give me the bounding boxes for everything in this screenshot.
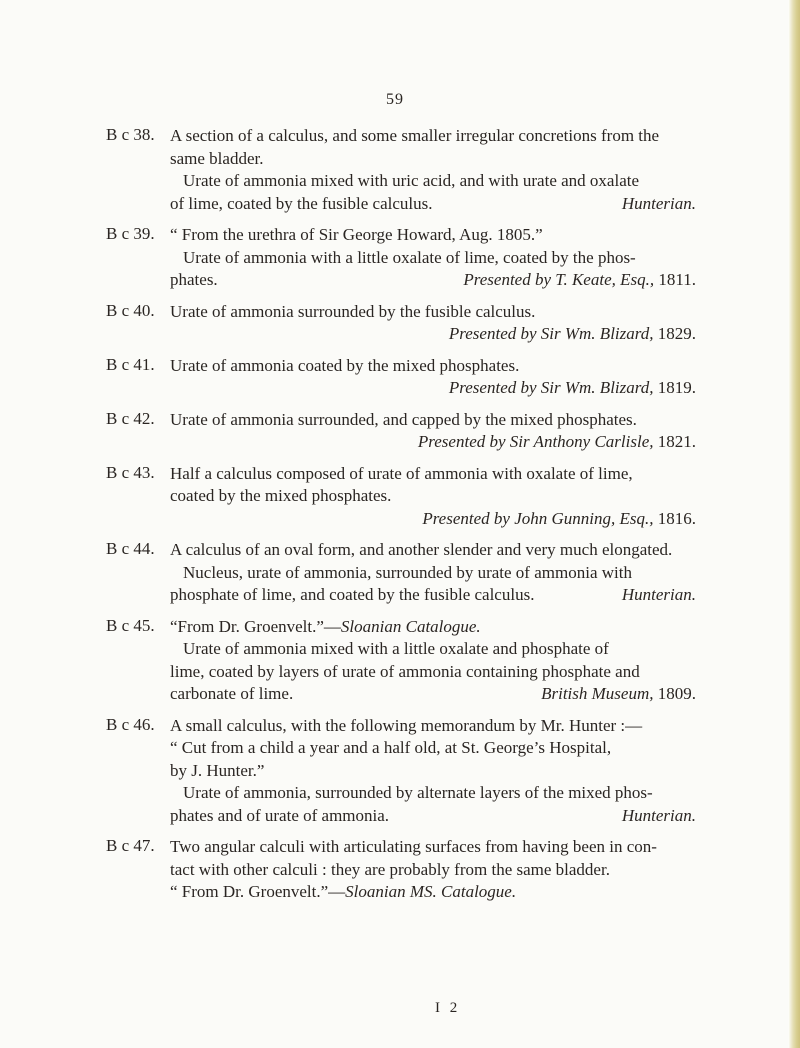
attribution: Hunterian. [621, 805, 696, 825]
entry-line: Urate of ammonia coated by the mixed phosphates. [170, 355, 520, 375]
entry-bc40 [106, 301, 696, 346]
entry-line-text: phosphate of lime, and coated by the fusible calculus. [170, 585, 535, 604]
attribution-donor: Presented by Sir Wm. Blizard, [448, 378, 654, 397]
entry-line: Urate of ammonia, surrounded by alternate layers of the mixed phos- [183, 783, 653, 802]
entry-line: same bladder. [170, 148, 264, 168]
entry-line: Urate of ammonia with a little oxalate of lime, coated by the phos- [183, 247, 636, 267]
entry-line-text: phates and of urate of ammonia. [170, 805, 390, 825]
entry-line: Urate of ammonia surrounded, and capped by the mixed phosphates. [170, 409, 637, 429]
entry-label: B c 47. [106, 836, 155, 855]
entry-label: B c 44. [106, 539, 155, 558]
attribution [541, 683, 696, 706]
entry-line-with-attribution [170, 584, 696, 607]
entry-bc39 [106, 224, 696, 292]
entry-line: Urate of ammonia mixed with uric acid, and with urate and oxalate [183, 171, 640, 190]
entry-line-with-attribution [170, 193, 696, 216]
entry-line [170, 881, 696, 904]
entry-line [170, 616, 696, 639]
entry-line: tact with other calculi : they are probably from the same bladder. [170, 859, 610, 879]
attribution [170, 323, 696, 346]
entry-bc46 [106, 715, 696, 828]
entry-line-text: of lime, coated by the fusible calculus. [170, 193, 433, 213]
page-edge [788, 0, 800, 1048]
attribution-donor: British Museum, [541, 684, 654, 703]
entry-label: B c 43. [106, 462, 155, 482]
entry-line-text: phates. [170, 270, 218, 289]
catalogue-reference: Sloanian Catalogue. [340, 616, 481, 636]
entry-bc45 [106, 616, 696, 706]
entry-label: B c 41. [106, 354, 155, 374]
entry-line: coated by the mixed phosphates. [170, 486, 392, 505]
entry-label: B c 39. [106, 224, 155, 243]
attribution [170, 377, 696, 400]
attribution: Hunterian. [621, 193, 696, 213]
entry-line-with-attribution [170, 805, 696, 828]
quote-source: “ From Dr. Groenvelt.”— [170, 882, 346, 901]
entry-bc44 [106, 539, 696, 607]
attribution-year: 1811. [658, 270, 696, 289]
entry-line: Urate of ammonia surrounded by the fusible calculus. [170, 301, 536, 321]
entry-line: Urate of ammonia mixed with a little oxalate and phosphate of [183, 639, 609, 658]
entry-line: Nucleus, urate of ammonia, surrounded by urate of ammonia with [183, 562, 632, 582]
entry-label: B c 46. [106, 714, 155, 734]
catalogue-entries [106, 125, 696, 913]
attribution-donor: Presented by John Gunning, Esq., [422, 508, 654, 528]
entry-line-with-attribution [170, 269, 696, 292]
entry-bc42 [106, 409, 696, 454]
attribution: Hunterian. [621, 585, 696, 604]
entry-bc41 [106, 355, 696, 400]
attribution-donor: Presented by Sir Anthony Carlisle, [417, 432, 654, 451]
entry-label: B c 38. [106, 125, 155, 144]
entry-line: Two angular calculi with articulating surfaces from having been in con- [170, 837, 657, 856]
entry-line: by J. Hunter.” [170, 760, 265, 780]
quote-source: “From Dr. Groenvelt.”— [170, 616, 341, 636]
signature-mark: I 2 [435, 1000, 461, 1016]
attribution [170, 508, 696, 531]
attribution-year: 1809. [657, 684, 696, 703]
attribution-year: 1821. [657, 432, 696, 451]
attribution [463, 269, 696, 292]
entry-line: Half a calculus composed of urate of ammonia with oxalate of lime, [170, 463, 633, 483]
entry-line: A small calculus, with the following memorandum by Mr. Hunter :— [170, 715, 643, 735]
entry-bc43 [106, 463, 696, 531]
entry-bc38 [106, 125, 696, 215]
entry-line: lime, coated by layers of urate of ammonia containing phosphate and [170, 661, 640, 681]
attribution [170, 431, 696, 454]
attribution-year: 1829. [657, 324, 696, 343]
entry-line-with-attribution [170, 683, 696, 706]
catalogue-reference: Sloanian MS. Catalogue. [345, 882, 517, 901]
entry-line: “ From the urethra of Sir George Howard, Aug. 1805.” [170, 225, 543, 244]
entry-line: A section of a calculus, and some smaller irregular concretions from the [170, 126, 660, 145]
entry-bc47 [106, 836, 696, 904]
attribution-year: 1816. [657, 508, 696, 528]
attribution-donor: Presented by T. Keate, Esq., [463, 270, 655, 289]
entry-label: B c 40. [106, 300, 155, 320]
entry-line: A calculus of an oval form, and another slender and very much elongated. [170, 540, 673, 559]
attribution-year: 1819. [657, 378, 696, 397]
page-number: 59 [386, 91, 404, 108]
entry-line-text: carbonate of lime. [170, 684, 294, 703]
entry-label: B c 45. [106, 615, 155, 635]
entry-line: “ Cut from a child a year and a half old, at St. George’s Hospital, [170, 738, 612, 757]
entry-label: B c 42. [106, 408, 155, 428]
attribution-donor: Presented by Sir Wm. Blizard, [448, 324, 654, 343]
